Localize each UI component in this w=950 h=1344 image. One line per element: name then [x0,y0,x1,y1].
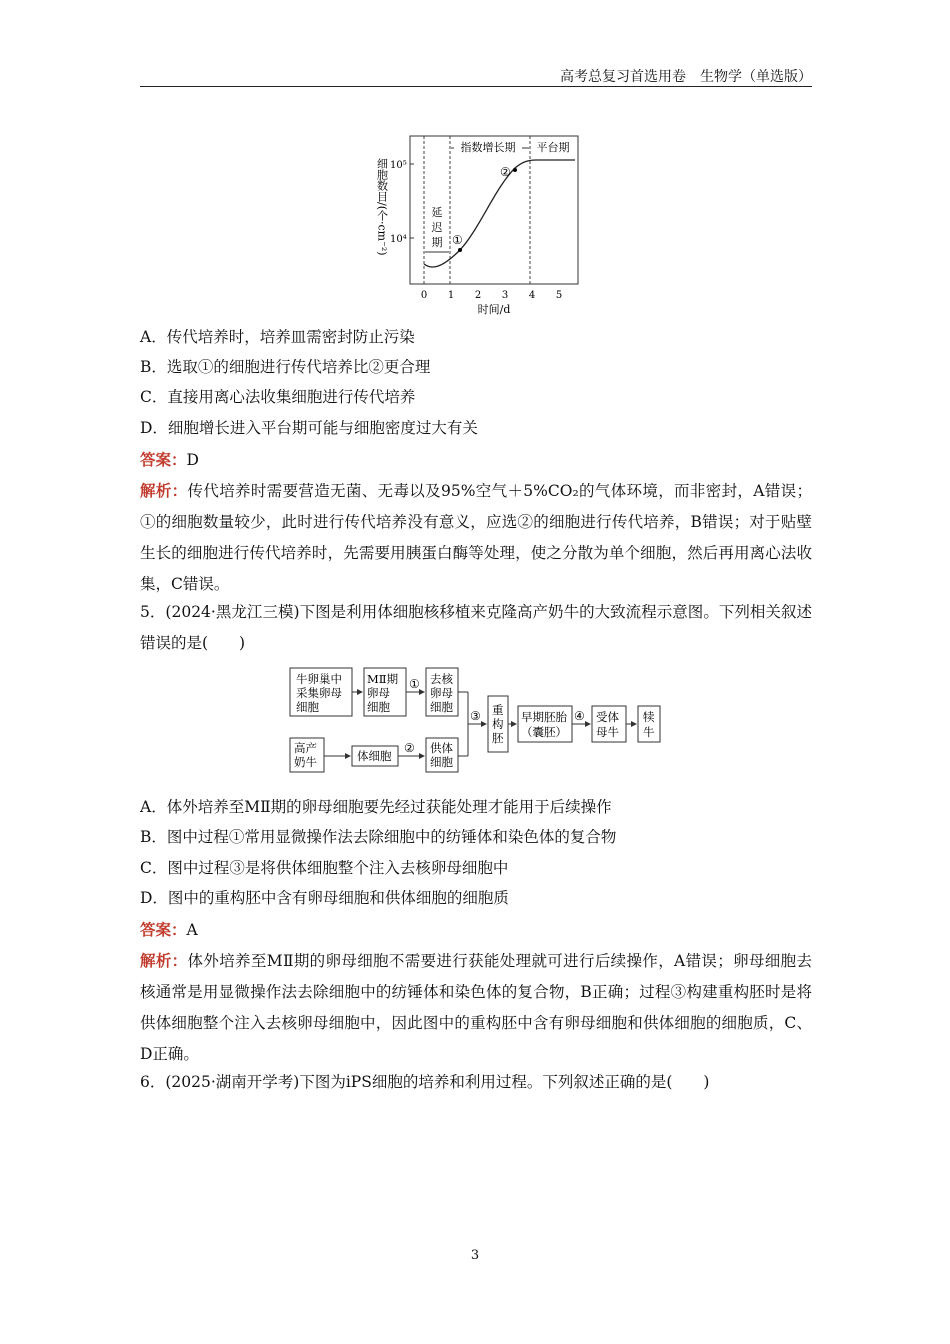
phase-exponential-label: 指数增长期 [460,141,516,154]
y-tick-1e5: 10⁵ [390,160,407,171]
flow-step-2: ② [404,741,415,755]
x-axis-label: 时间/d [477,303,511,316]
page-header [140,66,812,87]
x-tick-3: 3 [501,290,509,301]
flow-step-4: ④ [574,709,585,723]
q4-analysis-text: 传代培养时需要营造无菌、无毒以及95%空气＋5%CO₂的气体环境，而非密封，A错误；①的细胞数量较少，此时进行传代培养没有意义，应选②的细胞进行传代培养，B错误；对于贴壁生长的细胞进行传代培养时，先需要用胰蛋白酶等处理，使之分散为单个细胞，然后再用离心法收集，C错误。 [140,482,812,593]
q4-analysis-label: 解析： [140,481,188,500]
q5-option-a: A．体外培养至MⅡ期的卵母细胞要先经过获能处理才能用于后续操作 [140,798,612,816]
flow-box-somatic-cell: 体细胞 [357,749,392,763]
q4-option-b: B．选取①的细胞进行传代培养比②更合理 [140,358,431,376]
flow-box-calf: 犊牛 [643,710,655,739]
q6-stem: 6．(2025·湖南开学考)下图为iPS细胞的培养和利用过程。下列叙述正确的是( ) [140,1073,710,1091]
flow-box-reconstructed-embryo: 重构胚 [492,703,504,745]
x-tick-5: 5 [555,290,563,301]
y-axis-label: 细胞数目/(个·cm⁻²) [375,158,389,256]
q4-option-a: A．传代培养时，培养皿需密封防止污染 [140,328,415,346]
growth-curve-figure [370,128,590,316]
q4-answer-value: D [186,451,199,469]
page-number: 3 [470,1248,480,1263]
phase-lag-label: 延迟期 [431,206,443,249]
x-tick-0: 0 [420,290,428,301]
x-tick-4: 4 [528,290,536,301]
flow-box-oocyte-source: 牛卵巢中采集卵母细胞 [296,672,342,714]
flow-box-high-yield-cow: 高产奶牛 [294,741,317,769]
y-tick-1e4: 10⁴ [390,234,407,245]
x-tick-2: 2 [474,290,482,301]
flow-box-mii-oocyte: MⅡ期卵母细胞 [367,672,399,714]
q4-option-d: D．细胞增长进入平台期可能与细胞密度过大有关 [140,419,478,437]
flow-box-early-embryo: 早期胚胎（囊胚） [521,710,567,739]
q5-analysis [140,945,812,1070]
flow-step-3: ③ [470,709,481,723]
q4-analysis [140,475,812,600]
point-1-label: ① [452,233,463,247]
point-2-label: ② [500,165,511,179]
cloning-flow-diagram [288,666,668,778]
flow-box-donor-cell: 供体细胞 [430,741,453,769]
q5-stem: 5．(2024·黑龙江三模)下图是利用体细胞核移植来克隆高产奶牛的大致流程示意图。下列相关叙述错误的是( ) [140,603,812,652]
q5-answer [140,914,812,946]
flow-step-1: ① [409,677,420,691]
q5-option-c: C．图中过程③是将供体细胞整个注入去核卵母细胞中 [140,859,509,877]
q5-option-d: D．图中的重构胚中含有卵母细胞和供体细胞的细胞质 [140,889,509,907]
phase-plateau-label: 平台期 [536,141,570,154]
q5-answer-value: A [186,921,198,939]
q5-answer-label: 答案： [140,920,187,939]
q5-analysis-text: 体外培养至MⅡ期的卵母细胞不需要进行获能处理就可进行后续操作，A错误；卵母细胞去核通常是用显微操作法去除细胞中的纺锤体和染色体的复合物，B正确；过程③构建重构胚时是将供体细胞整个注入去核卵母细胞中，因此图中的重构胚中含有卵母细胞和供体细胞的细胞质，C、D正确。 [140,952,812,1063]
q4-answer [140,444,812,476]
x-tick-1: 1 [447,290,455,301]
flow-box-recipient-cow: 受体母牛 [596,710,619,739]
q4-option-c: C．直接用离心法收集细胞进行传代培养 [140,388,416,406]
header-text: 高考总复习首选用卷 生物学（单选版） [560,69,812,85]
q5-analysis-label: 解析： [140,951,188,970]
q4-answer-label: 答案： [140,450,187,469]
flow-box-enucleated-oocyte: 去核卵母细胞 [430,672,453,714]
q5-option-b: B．图中过程①常用显微操作法去除细胞中的纺锤体和染色体的复合物 [140,828,617,846]
